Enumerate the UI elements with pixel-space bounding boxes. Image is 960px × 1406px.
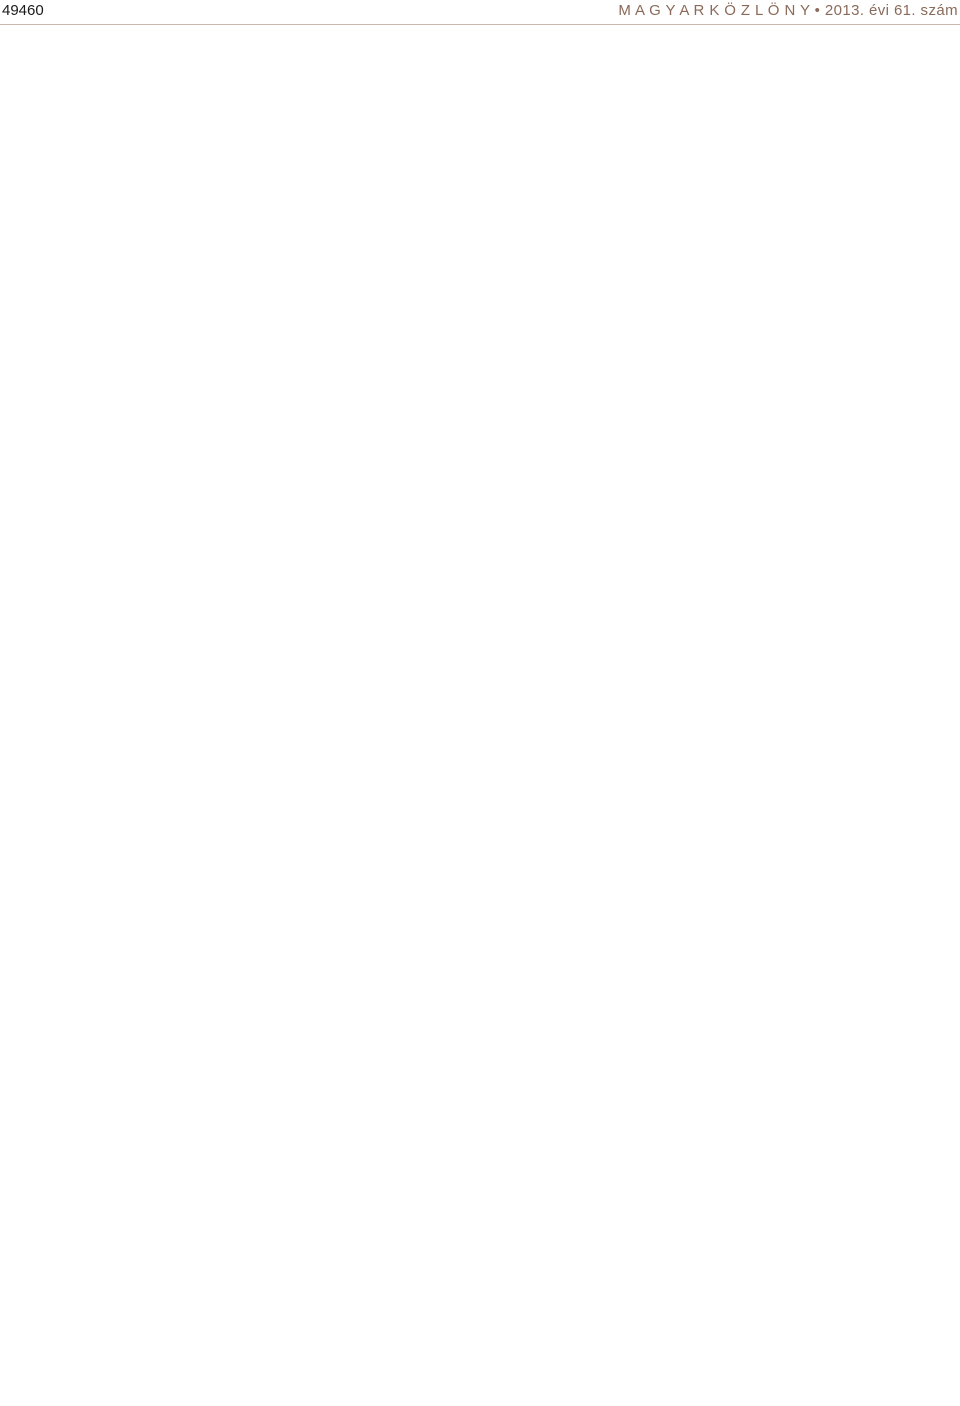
publication-title: M A G Y A R K Ö Z L Ö N Y • 2013. évi 61. szám [618, 2, 958, 19]
header-rule [0, 24, 960, 25]
page-number: 49460 [2, 2, 44, 19]
page-header [0, 0, 960, 22]
